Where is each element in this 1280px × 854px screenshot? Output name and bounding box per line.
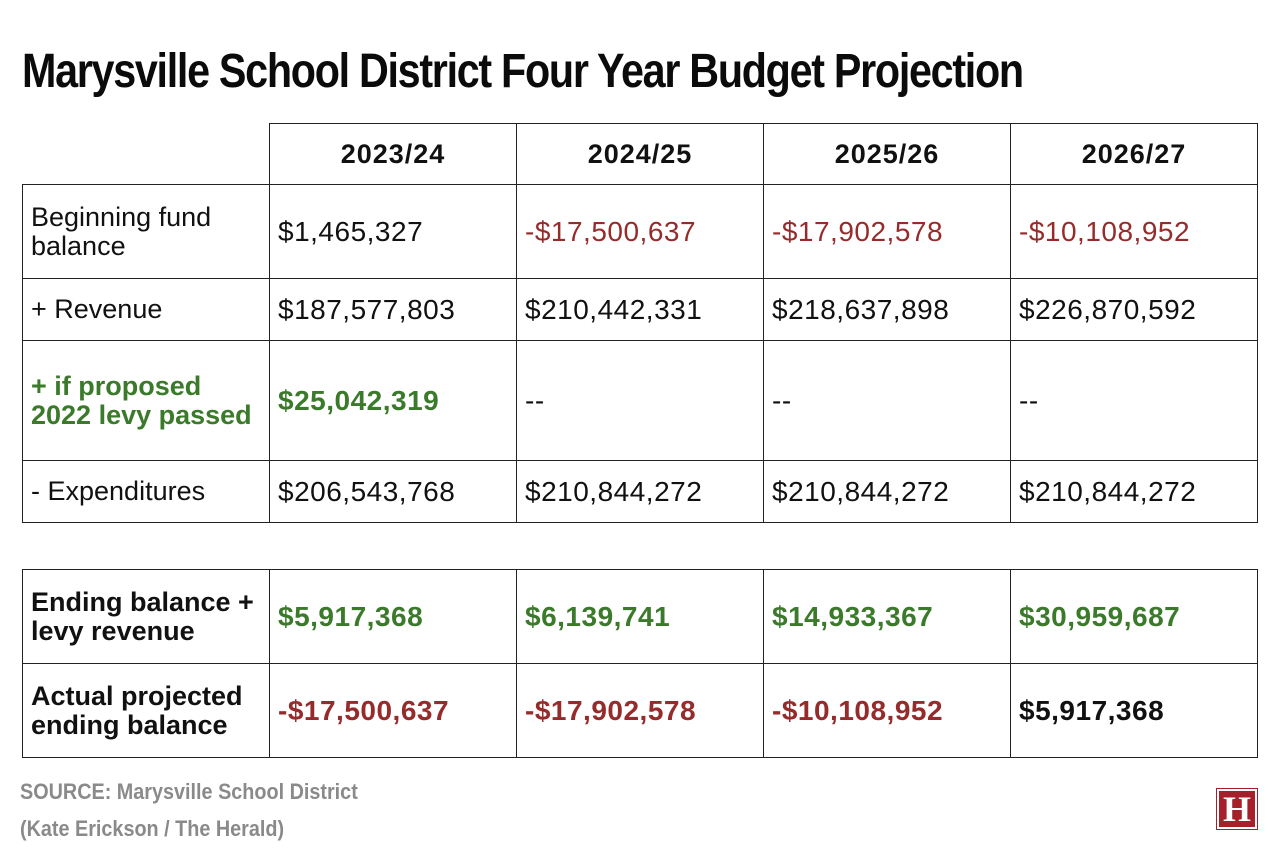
table-cell: $1,465,327 <box>270 185 517 279</box>
column-header: 2025/26 <box>764 124 1011 185</box>
table-cell: -$10,108,952 <box>1011 185 1258 279</box>
table-cell: -- <box>1011 341 1258 461</box>
header-blank-cell <box>23 124 270 185</box>
table-row <box>23 185 1258 279</box>
table-cell: $210,844,272 <box>1011 461 1258 523</box>
table-cell: $187,577,803 <box>270 279 517 341</box>
credit-note: (Kate Erickson / The Herald) <box>20 816 285 841</box>
table-cell: $206,543,768 <box>270 461 517 523</box>
table-cell: -$17,902,578 <box>764 185 1011 279</box>
table-cell: $210,442,331 <box>517 279 764 341</box>
table-cell: -- <box>764 341 1011 461</box>
row-label: + if proposed 2022 levy passed <box>23 341 270 461</box>
page-title: Marysville School District Four Year Budget Projection <box>22 45 1023 98</box>
table-cell: $210,844,272 <box>517 461 764 523</box>
table-cell: $30,959,687 <box>1011 570 1258 664</box>
row-label: + Revenue <box>23 279 270 341</box>
source-note: SOURCE: Marysville School District <box>20 779 358 804</box>
column-header: 2023/24 <box>270 124 517 185</box>
row-label: - Expenditures <box>23 461 270 523</box>
table-cell: $5,917,368 <box>270 570 517 664</box>
summary-table <box>22 569 1258 758</box>
table-cell: -$17,500,637 <box>270 664 517 758</box>
table-cell: -- <box>517 341 764 461</box>
table-cell: -$17,500,637 <box>517 185 764 279</box>
row-label: Beginning fund balance <box>23 185 270 279</box>
table-cell: -$17,902,578 <box>517 664 764 758</box>
table-cell: $226,870,592 <box>1011 279 1258 341</box>
table-cell: $218,637,898 <box>764 279 1011 341</box>
summary-row <box>23 664 1258 758</box>
budget-table <box>22 123 1258 523</box>
table-cell: $25,042,319 <box>270 341 517 461</box>
table-cell: $210,844,272 <box>764 461 1011 523</box>
table-header-row <box>23 124 1258 185</box>
row-label: Ending balance + levy revenue <box>23 570 270 664</box>
column-header: 2026/27 <box>1011 124 1258 185</box>
table-cell: $6,139,741 <box>517 570 764 664</box>
table-row <box>23 279 1258 341</box>
logo-letter: H <box>1217 789 1257 829</box>
column-header: 2024/25 <box>517 124 764 185</box>
table-cell: $14,933,367 <box>764 570 1011 664</box>
table-cell: -$10,108,952 <box>764 664 1011 758</box>
herald-logo-icon <box>1216 788 1258 830</box>
row-label: Actual projected ending balance <box>23 664 270 758</box>
summary-row <box>23 570 1258 664</box>
table-row <box>23 341 1258 461</box>
table-cell: $5,917,368 <box>1011 664 1258 758</box>
table-row <box>23 461 1258 523</box>
